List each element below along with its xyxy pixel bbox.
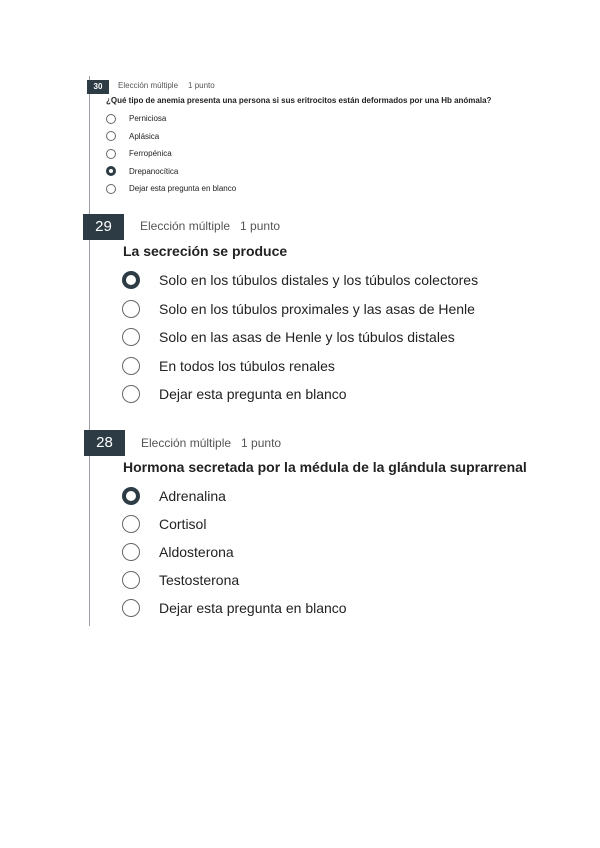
question-list-rule: [89, 76, 90, 626]
option-label: Cortisol: [159, 516, 207, 532]
radio-button-selected-icon[interactable]: [106, 166, 116, 176]
option-label: Dejar esta pregunta en blanco: [129, 184, 237, 194]
question-points: 1 punto: [240, 219, 281, 233]
radio-button-icon[interactable]: [122, 357, 140, 375]
radio-button-icon[interactable]: [106, 149, 116, 159]
radio-button-icon[interactable]: [106, 131, 116, 141]
answer-option-selected[interactable]: [106, 163, 236, 181]
question-text: ¿Qué tipo de anemia presenta una persona si sus eritrocitos están deformados por una Hb anómala?: [106, 96, 492, 105]
answer-option[interactable]: [122, 510, 347, 538]
option-label: Ferropénica: [129, 149, 172, 159]
option-label: Dejar esta pregunta en blanco: [159, 386, 347, 403]
question-meta: [118, 81, 215, 90]
option-label: Aplásica: [129, 131, 160, 141]
answer-option-skip[interactable]: [122, 594, 347, 622]
question-type: Elección múltiple: [118, 81, 179, 90]
question-text: La secreción se produce: [123, 243, 288, 259]
answer-options: [122, 266, 478, 409]
radio-button-selected-icon[interactable]: [122, 487, 140, 505]
radio-button-icon[interactable]: [122, 328, 140, 346]
answer-option-selected[interactable]: [122, 482, 347, 510]
radio-button-icon[interactable]: [122, 599, 140, 617]
answer-option-selected[interactable]: [122, 266, 478, 295]
option-label: Solo en los túbulos distales y los túbulos colectores: [159, 272, 479, 289]
question-meta: [140, 219, 280, 233]
option-label: Aldosterona: [159, 544, 234, 560]
radio-button-icon[interactable]: [122, 300, 140, 318]
answer-option[interactable]: [106, 110, 236, 128]
option-label: Dejar esta pregunta en blanco: [159, 600, 347, 616]
question-number-badge: 28: [84, 430, 125, 456]
answer-option[interactable]: [122, 538, 347, 566]
question-points: 1 punto: [241, 436, 282, 450]
radio-button-icon[interactable]: [106, 184, 116, 194]
question-text: Hormona secretada por la médula de la glándula suprarrenal: [123, 459, 527, 475]
answer-option[interactable]: [122, 566, 347, 594]
option-label: Drepanocítica: [129, 166, 179, 176]
option-label: Adrenalina: [159, 488, 226, 504]
radio-button-icon[interactable]: [106, 114, 116, 124]
answer-options: [122, 482, 347, 622]
option-label: Testosterona: [159, 572, 240, 588]
radio-button-icon[interactable]: [122, 571, 140, 589]
question-number-badge: 30: [87, 80, 109, 94]
question-type: Elección múltiple: [141, 436, 232, 450]
option-label: Solo en los túbulos proximales y las asas de Henle: [159, 300, 475, 317]
question-points: 1 punto: [188, 81, 215, 90]
radio-button-icon[interactable]: [122, 385, 140, 403]
answer-option-skip[interactable]: [122, 380, 478, 409]
radio-button-icon[interactable]: [122, 543, 140, 561]
question-number-badge: 29: [83, 214, 124, 240]
radio-button-icon[interactable]: [122, 515, 140, 533]
option-label: En todos los túbulos renales: [159, 357, 335, 374]
answer-option[interactable]: [106, 145, 236, 163]
question-type: Elección múltiple: [140, 219, 231, 233]
radio-button-selected-icon[interactable]: [122, 271, 140, 289]
answer-options: [106, 110, 236, 198]
answer-option[interactable]: [122, 352, 478, 381]
option-label: Solo en las asas de Henle y los túbulos distales: [159, 329, 455, 346]
answer-option[interactable]: [106, 128, 236, 146]
option-label: Perniciosa: [129, 114, 167, 124]
question-meta: [141, 436, 281, 450]
answer-option-skip[interactable]: [106, 180, 236, 198]
answer-option[interactable]: [122, 295, 478, 324]
answer-option[interactable]: [122, 323, 478, 352]
